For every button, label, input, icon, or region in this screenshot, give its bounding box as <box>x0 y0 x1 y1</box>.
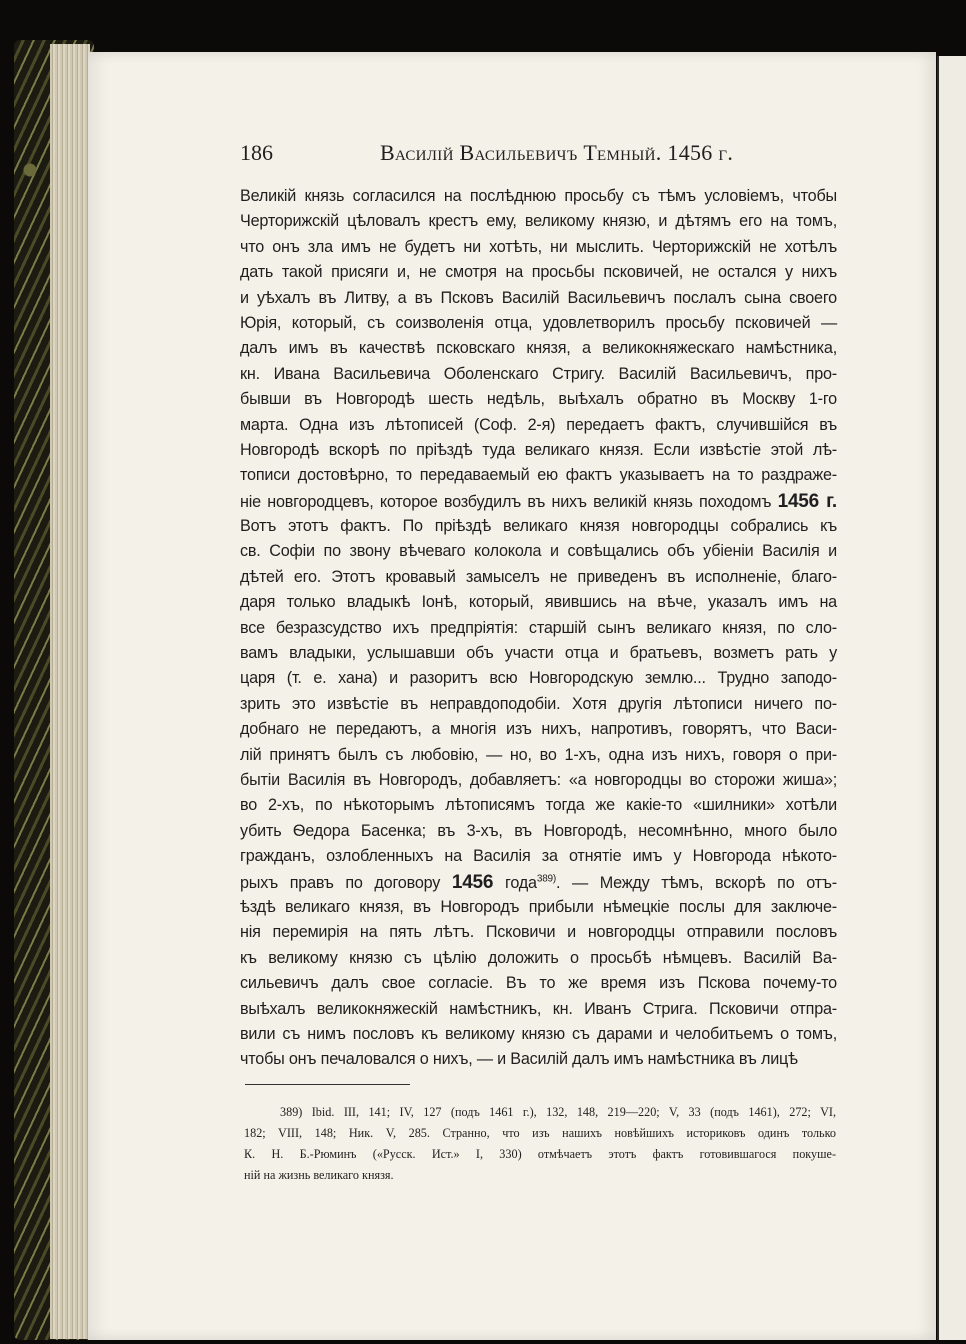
line-text: во 2-хъ, по нѣкоторымъ лѣтописямъ тогда же какіе-то «шилники» хотѣли <box>240 796 837 815</box>
line-text: царя (т. е. хана) и разоритъ всю Новгородскую землю... Трудно заподо- <box>240 669 837 688</box>
text-line <box>240 743 837 768</box>
line-text: гражданъ, озлобленныхъ на Василія за отнятіе имъ у Новгорода нѣкото- <box>240 847 837 866</box>
bold-year: 1456 <box>451 871 494 893</box>
text-line <box>240 819 837 844</box>
footnote-line: 182; VIII, 148; Ник. V, 285. Странно, что изъ нашихъ новѣйшихъ историковъ одинъ только <box>244 1126 836 1140</box>
line-text: даря только владыкѣ Іонѣ, который, явившись на вѣче, указалъ имъ на <box>240 593 837 612</box>
line-text: ѣздѣ великаго князя, въ Новгородъ прибыли нѣмецкіе послы для заключе- <box>240 897 837 916</box>
text-line <box>240 895 837 920</box>
line-text: далъ имъ въ качествѣ псковскаго князя, а великокняжескаго намѣстника, <box>240 339 837 358</box>
line-text: сильевичъ далъ свое согласіе. Въ то же время изъ Пскова почему-то <box>240 974 837 993</box>
line-text-after: года <box>504 873 537 892</box>
running-title: Василій Васильевичъ Темный. 1456 г. <box>380 140 734 165</box>
line-text: дѣтей его. Этотъ кровавый замыселъ не приведенъ въ исполненіе, благо- <box>240 567 837 586</box>
text-line <box>240 565 837 590</box>
line-text: Вотъ этотъ фактъ. По пріѣздѣ великаго князя новгородцы собрались къ <box>240 517 837 536</box>
bold-year: 1456 г. <box>777 490 838 512</box>
text-line <box>240 413 837 438</box>
line-text: рыхъ правъ по договору <box>240 873 441 892</box>
footnotes <box>244 1102 836 1186</box>
text-line <box>240 260 837 285</box>
text-line <box>240 590 837 615</box>
line-text: Новгородѣ вскорѣ по пріѣздѣ туда великаго князя. Если извѣстіе этой лѣ- <box>240 440 837 459</box>
line-text: и уѣхалъ въ Литву, а въ Псковъ Василій Васильевичъ послалъ сына своего <box>240 288 837 307</box>
text-line <box>240 387 837 412</box>
text-line <box>240 311 837 336</box>
line-text: вили съ нимъ пословъ къ великому князю съ дарами и челобитьемъ о томъ, <box>240 1024 837 1043</box>
line-text: ніе новгородцевъ, которое возбудилъ въ нихъ великій князь походомъ <box>240 492 772 511</box>
line-text: марта. Одна изъ лѣтописей (Соф. 2-я) передаетъ фактъ, случившійся въ <box>240 415 837 434</box>
text-line <box>240 768 837 793</box>
body-text <box>240 184 837 1073</box>
footnote-divider <box>245 1084 410 1085</box>
line-text: Великій князь согласился на послѣднюю просьбу съ тѣмъ условіемъ, чтобы <box>240 187 837 205</box>
text-line <box>240 209 837 234</box>
facing-page-edge <box>937 56 966 1340</box>
text-line <box>240 336 837 361</box>
text-line <box>240 184 837 209</box>
text-line <box>240 539 837 564</box>
line-text: выѣхалъ великокняжескій намѣстникъ, кн. Иванъ Стрига. Псковичи отпра- <box>240 999 837 1018</box>
footnote-reference: 389) <box>536 873 557 885</box>
text-line <box>240 666 837 691</box>
line-text: св. Софіи по звону вѣчеваго колокола и совѣщались объ убіеніи Василія и <box>240 542 837 561</box>
text-line <box>240 692 837 717</box>
text-line <box>240 1022 837 1047</box>
line-text: что онъ зла имъ не будетъ ни хотѣть, ни мыслить. Черторижскій не хотѣлъ <box>240 237 837 256</box>
text-line <box>240 946 837 971</box>
text-line <box>240 844 837 869</box>
text-line <box>240 971 837 996</box>
line-text: бывши въ Новгородѣ шесть недѣль, выѣхалъ обратно въ Москву 1-го <box>240 390 837 409</box>
text-line <box>240 286 837 311</box>
text-line <box>240 1047 837 1072</box>
line-text: кн. Ивана Васильевича Оболенскаго Стригу. Василій Васильевичъ, про- <box>240 364 837 383</box>
page-header <box>240 140 840 170</box>
page-edges <box>50 44 90 1339</box>
line-text: добнаго не передаютъ, а многія изъ нихъ, напротивъ, говорятъ, что Васи- <box>240 720 837 739</box>
text-line <box>240 362 837 387</box>
line-text: зрить это извѣстіе въ неправдоподобіи. Хотя другія лѣтописи ничего по- <box>240 694 837 713</box>
text-line <box>240 997 837 1022</box>
text-line <box>240 641 837 666</box>
text-line <box>240 235 837 260</box>
text-line <box>240 489 837 514</box>
line-text: дать такой присяги и, не смотря на просьбы псковичей, не остался у нихъ <box>240 263 837 282</box>
text-line <box>240 438 837 463</box>
text-line <box>240 463 837 488</box>
footnote-line: 389) Ibid. III, 141; IV, 127 (подъ 1461 г.), 132, 148, 219—220; V, 33 (подъ 1461), 272; VI, <box>280 1105 836 1119</box>
line-text: убить Ѳедора Басенка; въ 3-хъ, въ Новгородѣ, несомнѣнно, много было <box>240 821 837 840</box>
footnote-line: К. Н. Б.-Рюминъ («Русск. Ист.» I, 330) отмѣчаетъ этотъ фактъ готовившагося покуше- <box>244 1147 836 1161</box>
line-text-tail: . — Между тѣмъ, вскорѣ по отъ- <box>556 873 837 892</box>
line-text: Черторижскій цѣловалъ крестъ ему, великому князю, и дѣтямъ его на томъ, <box>240 212 837 231</box>
footnote-line: ній на жизнь великаго князя. <box>244 1168 394 1182</box>
page-number: 186 <box>240 140 273 165</box>
line-text: къ великому князю съ цѣлію доложить о просьбѣ нѣмцевъ. Василій Ва- <box>240 948 837 967</box>
line-text: вамъ владыки, услышавши объ участи отца и братьевъ, возметъ рать у <box>240 644 837 663</box>
line-text: нія перемирія на пять лѣтъ. Псковичи и новгородцы отправили пословъ <box>240 923 837 942</box>
line-text: Юрія, который, съ соизволенія отца, удовлетворилъ просьбу псковичей — <box>240 313 837 332</box>
line-text: тописи достовѣрно, то передаваемый ею фактъ указываетъ на то раздраже- <box>240 466 837 485</box>
text-line <box>240 870 837 895</box>
text-line <box>240 793 837 818</box>
line-text: бытіи Василія въ Новгородъ, добавляетъ: «а новгородцы во сторожи жиша»; <box>240 770 837 789</box>
line-text: все безразсудство ихъ предпріятія: старшій сынъ великаго князя, по сло- <box>240 618 837 637</box>
text-line <box>240 514 837 539</box>
text-line <box>240 616 837 641</box>
line-text: лій принятъ былъ съ любовію, — но, во 1-хъ, одна изъ нихъ, говоря о при- <box>240 745 837 764</box>
text-line <box>240 717 837 742</box>
text-line <box>240 920 837 945</box>
line-text: чтобы онъ печаловался о нихъ, — и Василій далъ имъ намѣстника въ лицѣ <box>240 1050 798 1069</box>
